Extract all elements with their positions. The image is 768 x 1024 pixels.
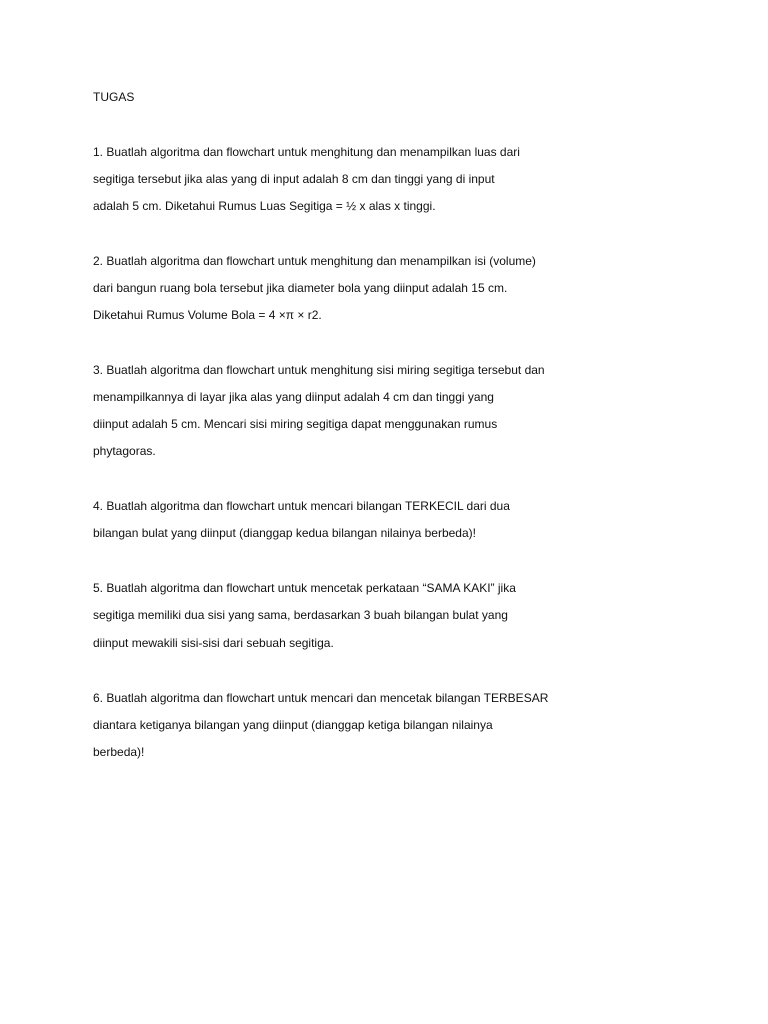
- task-5-line-1: 5. Buatlah algoritma dan flowchart untuk mencetak perkataan “SAMA KAKI” jika: [93, 581, 516, 595]
- task-5-line-3: diinput mewakili sisi-sisi dari sebuah segitiga.: [93, 636, 334, 650]
- task-4-line-2: bilangan bulat yang diinput (dianggap kedua bilangan nilainya berbeda)!: [93, 526, 476, 540]
- task-6-line-2: diantara ketiganya bilangan yang diinput (dianggap ketiga bilangan nilainya: [93, 718, 493, 732]
- task-3-line-1: 3. Buatlah algoritma dan flowchart untuk menghitung sisi miring segitiga tersebut dan: [93, 363, 545, 377]
- task-1-line-3: adalah 5 cm. Diketahui Rumus Luas Segitiga = ½ x alas x tinggi.: [93, 199, 436, 213]
- task-3-line-4: phytagoras.: [93, 444, 156, 458]
- task-6-line-1: 6. Buatlah algoritma dan flowchart untuk mencari dan mencetak bilangan TERBESAR: [93, 691, 549, 705]
- task-3-line-2: menampilkannya di layar jika alas yang diinput adalah 4 cm dan tinggi yang: [93, 390, 494, 404]
- page-title: TUGAS: [93, 90, 135, 104]
- task-2-line-3: Diketahui Rumus Volume Bola = 4 ×π × r2.: [93, 308, 322, 322]
- task-2-line-2: dari bangun ruang bola tersebut jika diameter bola yang diinput adalah 15 cm.: [93, 281, 508, 295]
- task-6-line-3: berbeda)!: [93, 745, 145, 759]
- task-1-line-2: segitiga tersebut jika alas yang di input adalah 8 cm dan tinggi yang di input: [93, 172, 495, 186]
- task-4-line-1: 4. Buatlah algoritma dan flowchart untuk mencari bilangan TERKECIL dari dua: [93, 499, 510, 513]
- task-1-line-1: 1. Buatlah algoritma dan flowchart untuk menghitung dan menampilkan luas dari: [93, 145, 520, 159]
- task-3-line-3: diinput adalah 5 cm. Mencari sisi miring segitiga dapat menggunakan rumus: [93, 417, 498, 431]
- task-5-line-2: segitiga memiliki dua sisi yang sama, berdasarkan 3 buah bilangan bulat yang: [93, 608, 508, 622]
- task-2-line-1: 2. Buatlah algoritma dan flowchart untuk menghitung dan menampilkan isi (volume): [93, 254, 536, 268]
